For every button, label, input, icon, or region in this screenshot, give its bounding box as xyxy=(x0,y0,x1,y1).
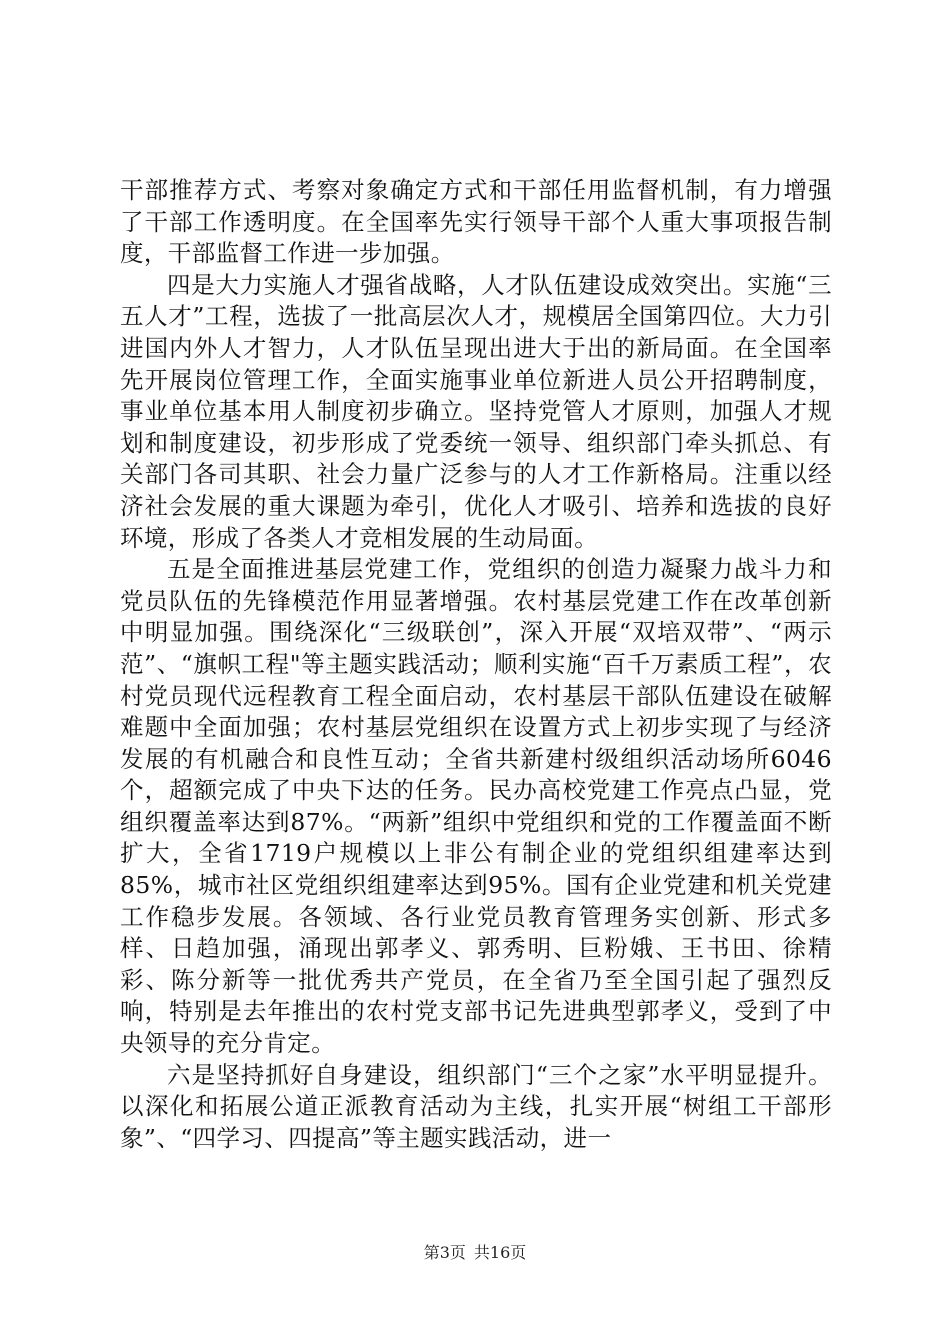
document-body xyxy=(120,175,832,1154)
page-footer xyxy=(0,1243,950,1263)
paragraph-1: 干部推荐方式、考察对象确定方式和干部任用监督机制，有力增强了干部工作透明度。在全国率先实行领导干部个人重大事项报告制度，干部监督工作进一步加强。 xyxy=(120,176,832,268)
page-total: 共16页 xyxy=(473,1243,527,1262)
paragraph-4: 六是坚持抓好自身建设，组织部门“三个之家”水平明显提升。以深化和拓展公道正派教育活动为主线，扎实开展“树组工干部形象”、“四学习、四提高”等主题实践活动，进一 xyxy=(120,1060,832,1152)
paragraph-2: 四是大力实施人才强省战略，人才队伍建设成效突出。实施“三五人才”工程，选拔了一批高层次人才，规模居全国第四位。大力引进国内外人才智力，人才队伍呈现出进大于出的新局面。在全国率先开展岗位管理工作，全面实施事业单位新进人员公开招聘制度，事业单位基本用人制度初步确立。坚持党管人才原则，加强人才规划和制度建设，初步形成了党委统一领导、组织部门牵头抓总、有关部门各司其职、社会力量广泛参与的人才工作新格局。注重以经济社会发展的重大课题为牵引，优化人才吸引、培养和选拔的良好环境，形成了各类人才竞相发展的生动局面。 xyxy=(120,270,832,552)
paragraph-3: 五是全面推进基层党建工作，党组织的创造力凝聚力战斗力和党员队伍的先锋模范作用显著增强。农村基层党建工作在改革创新中明显加强。围绕深化“三级联创”，深入开展“双培双带”、“两示范”、“旗帜工程"等主题实践活动；顺利实施“百千万素质工程”，农村党员现代远程教育工程全面启动，农村基层干部队伍建设在破解难题中全面加强；农村基层党组织在设置方式上初步实现了与经济发展的有机融合和良性互动；全省共新建村级组织活动场所6046个，超额完成了中央下达的任务。民办高校党建工作亮点凸显，党组织覆盖率达到87%。“两新”组织中党组织和党的工作覆盖面不断扩大，全省1719户规模以上非公有制企业的党组织组建率达到85%，城市社区党组织组建率达到95%。国有企业党建和机关党建工作稳步发展。各领域、各行业党员教育管理务实创新、形式多样、日趋加强，涌现出郭孝义、郭秀明、巨粉娥、王书田、徐精彩、陈分新等一批优秀共产党员，在全省乃至全国引起了强烈反响，特别是去年推出的农村党支部书记先进典型郭孝义，受到了中央领导的充分肯定。 xyxy=(120,555,832,1058)
page-number: 第3页 xyxy=(423,1243,466,1262)
